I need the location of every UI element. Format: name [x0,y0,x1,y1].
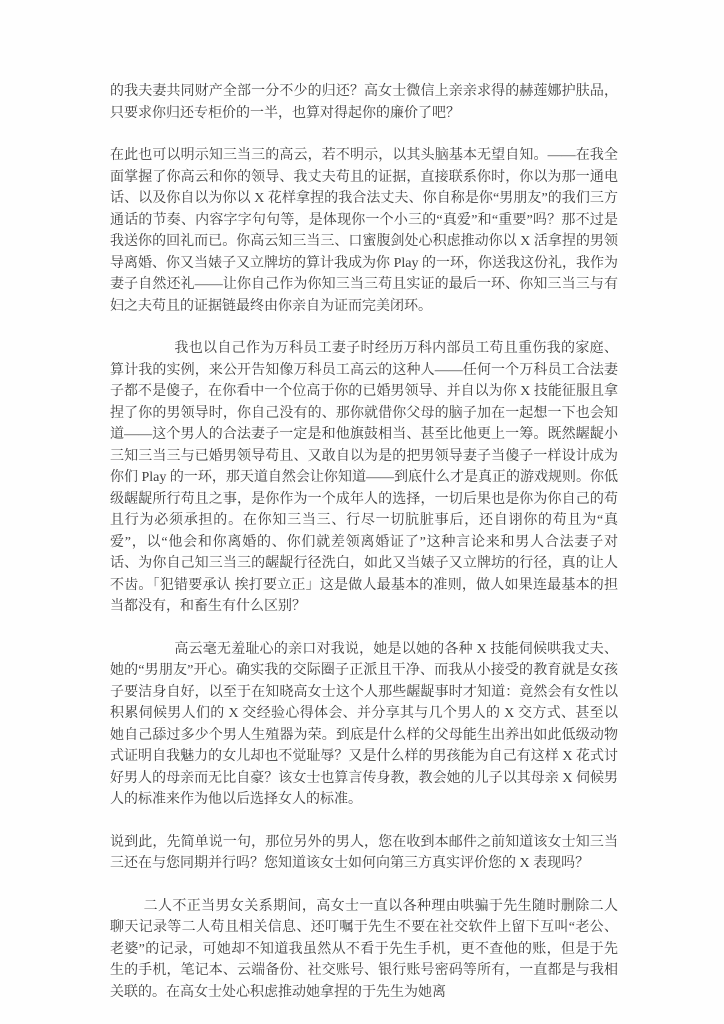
paragraph-2: 在此也可以明示知三当三的高云，若不明示，以其头脑基本无望自知。——在我全面掌握了你高云和你的领导、我丈夫苟且的证据，直接联系你时，你以为那一通电话、以及你自以为你以 X 花样拿捏的我合法丈夫、你自称是你“男朋友”的我们三方通话的节奏、内容字字句句等，是体现你一个小三的“真爱”和“重要”吗？那不过是我送你的回礼而已。你高云知三当三、口蜜腹剑处心积虑推动你以 X 活拿捏的男领导离婚、你又当婊子又立牌坊的算计我成为你 Play 的一环，你送我这份礼，我作为妻子自然还礼——让你自己作为你知三当三苟且实证的最后一环、你知三当三与有妇之夫苟且的证据链最终由你亲自为证而完美闭环。 [110,148,618,314]
paragraph-1-continuation: 的我夫妻共同财产全部一分不少的归还？高女士微信上亲亲求得的赫莲娜护肤品，只要求你归还专柜价的一半，也算对得起你的廉价了吧？ [110,84,618,121]
paragraph-6: 二人不正当男女关系期间，高女士一直以各种理由哄骗于先生随时删除二人聊天记录等二人苟且相关信息、还叮嘱于先生不要在社交软件上留下互叫“老公、老婆”的记录，可她却不知道我虽然从不看于先生手机，更不查他的账，但是于先生的手机，笔记本、云端备份、社交账号、银行账号密码等所有，一直都是与我相关联的。在高女士处心积虑推动她拿捏的于先生为她离 [110,898,618,1000]
paragraph-3: 我也以自己作为万科员工妻子时经历万科内部员工苟且重伤我的家庭、算计我的实例，来公开告知像万科员工高云的这种人——任何一个万科员工合法妻子都不是傻子，在你看中一个位高于你的已婚男领导、并自以为你 X 技能征服且拿捏了你的男领导时，你自己没有的、那你就借你父母的脑子加在一起想一下也会知道——这个男人的合法妻子一定是和他旗鼓相当、甚至比他更上一筹。既然龌龊小三知三当三与已婚男领导苟且、又敢自以为是的把男领导妻子当傻子一样设计成为你们 Play 的一环，那天道自然会让你知道——到底什么才是真正的游戏规则。你低级龌龊所行苟且之事，是你作为一个成年人的选择，一切后果也是你为你自己的苟且行为必须承担的。在你知三当三、行尽一切肮脏事后，还自诩你的苟且为“真爱”，以“他会和你离婚的、你们就差领离婚证了”这种言论来和男人合法妻子对话、为你自己知三当三的龌龊行径洗白，如此又当婊子又立牌坊的行径，真的让人不齿。「犯错要承认 挨打要立正」这是做人最基本的准则，做人如果连最基本的担当都没有，和畜生有什么区别？ [110,341,618,614]
paragraph-4: 高云毫无羞耻心的亲口对我说，她是以她的各种 X 技能伺候哄我丈夫、她的“男朋友”开心。确实我的交际圈子正派且干净、而我从小接受的教育就是女孩子要洁身自好，以至于在知晓高女士这个人那些龌龊事时才知道：竟然会有女性以积累伺候男人们的 X 交经验心得体会、并分享其与几个男人的 X 交方式、甚至以她自己舔过多少个男人生殖器为荣。到底是什么样的父母能生出养出如此低级动物式证明自我魅力的女儿却也不觉耻辱？又是什么样的男孩能为自己有这样 X 花式讨好男人的母亲而无比自豪？该女士也算言传身教，教会她的儿子以其母亲 X 伺候男人的标准来作为他以后选择女人的标准。 [110,641,618,807]
paragraph-5: 说到此，先简单说一句，那位另外的男人，您在收到本邮件之前知道该女士知三当三还在与您同期并行吗？您知道该女士如何向第三方真实评价您的 X 表现吗？ [110,834,618,871]
